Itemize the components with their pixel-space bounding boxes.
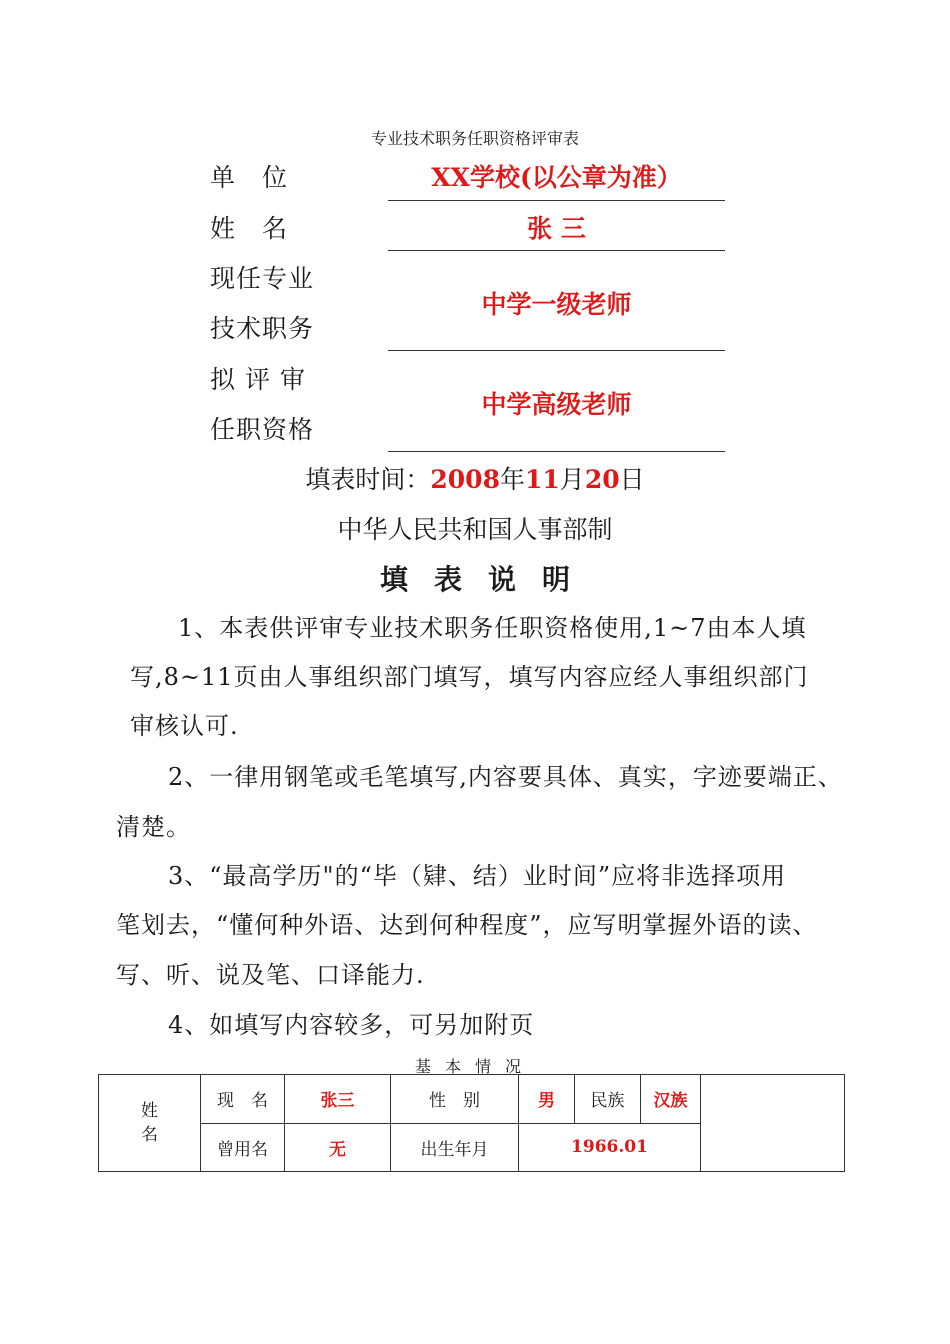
issuer: 中华人民共和国人事部制 (337, 515, 613, 544)
photo-cell (701, 1075, 845, 1172)
fill-date-day: 20 (584, 465, 620, 494)
birth-value: 1966.01 (519, 1123, 701, 1172)
instruction-2-line2: 清楚。 (116, 813, 191, 841)
name-header-cell: 姓 名 (99, 1075, 201, 1172)
name-underline (388, 250, 725, 251)
unit-value: XX学校(以公章为准） (431, 163, 682, 192)
birth-label: 出生年月 (391, 1123, 519, 1172)
fill-date-prefix: 填表时间： (305, 465, 431, 494)
proposed-title-label-line1: 拟 评 审 (210, 365, 306, 394)
proposed-title-label-line2: 任职资格 (210, 415, 315, 444)
instructions-title: 填表说明 (379, 563, 596, 596)
instruction-1-line3: 审核认可. (130, 712, 239, 740)
fill-date-month: 11 (525, 465, 560, 494)
instruction-3-line3: 写、听、说及笔、口译能力. (116, 961, 425, 989)
fill-date-month-unit: 月 (559, 465, 585, 494)
current-name-value: 张三 (285, 1075, 391, 1124)
current-title-label-line1: 现任专业 (210, 264, 315, 293)
instruction-1-line1: 1、本表供评审专业技术职务任职资格使用,1~7由本人填 (178, 614, 807, 642)
unit-label: 单 位 (210, 163, 289, 192)
ethnicity-value: 汉族 (641, 1075, 701, 1124)
fill-date-year: 2008 (430, 465, 500, 494)
fill-date-year-unit: 年 (499, 465, 525, 494)
current-title-underline (388, 350, 725, 351)
proposed-title-underline (388, 451, 725, 452)
document-title: 专业技术职务任职资格评审表 (370, 129, 579, 148)
proposed-title-value: 中学高级老师 (481, 390, 632, 419)
fill-date (0, 460, 950, 496)
former-name-label: 曾用名 (201, 1123, 285, 1172)
instruction-2-line1: 2、一律用钢笔或毛笔填写,内容要具体、真实，字迹要端正、 (168, 763, 843, 791)
instruction-3-line2: 笔划去，“懂何种外语、达到何种程度”，应写明掌握外语的读、 (116, 911, 818, 939)
current-name-label: 现 名 (201, 1075, 285, 1124)
basic-info-table (98, 1074, 845, 1172)
fill-date-day-unit: 日 (619, 465, 645, 494)
name-label: 姓 名 (210, 214, 289, 243)
current-title-label-line2: 技术职务 (210, 314, 315, 343)
instruction-3-line1: 3、“最高学历"的“毕（肄、结）业时间”应将非选择项用 (168, 862, 787, 890)
basic-info-title: 基本情况 (414, 1057, 535, 1076)
gender-label: 性 别 (391, 1075, 519, 1124)
former-name-value: 无 (285, 1123, 391, 1172)
instruction-4-line1: 4、如填写内容较多，可另加附页 (168, 1011, 535, 1039)
current-title-value: 中学一级老师 (481, 290, 632, 319)
name-value: 张 三 (527, 214, 586, 243)
gender-value: 男 (519, 1075, 575, 1124)
ethnicity-label: 民族 (575, 1075, 641, 1124)
instruction-1-line2: 写,8~11页由人事组织部门填写，填写内容应经人事组织部门 (130, 663, 809, 691)
unit-underline (388, 200, 725, 201)
